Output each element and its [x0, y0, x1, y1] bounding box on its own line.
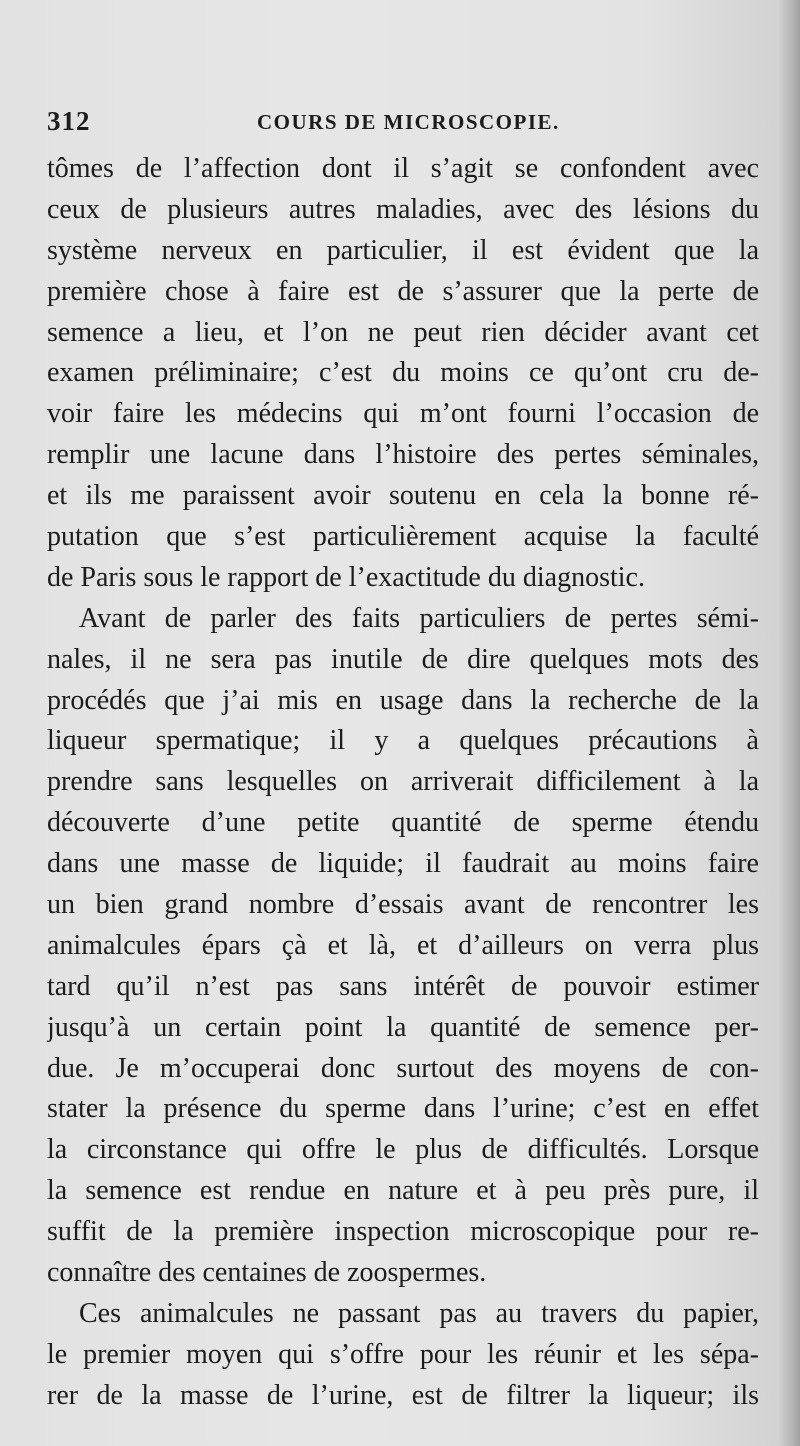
text-line: stater la présence du sperme dans l’urine; c’est en effet [47, 1093, 759, 1125]
page-number: 312 [47, 106, 91, 136]
text-line: un bien grand nombre d’essais avant de rencontrer les [47, 889, 759, 921]
text-line: première chose à faire est de s’assurer que la perte de [47, 275, 759, 307]
body-text [47, 149, 759, 1417]
text-line: putation que s’est particulièrement acquise la faculté [47, 521, 759, 553]
text-line: liqueur spermatique; il y a quelques précautions à [47, 725, 759, 757]
text-line: prendre sans lesquelles on arriverait difficilement à la [47, 766, 759, 798]
text-line: le premier moyen qui s’offre pour les réunir et les sépa- [47, 1338, 759, 1370]
text-line: ceux de plusieurs autres maladies, avec des lésions du [47, 193, 759, 225]
text-line: rer de la masse de l’urine, est de filtrer la liqueur; ils [47, 1379, 759, 1411]
text-line: jusqu’à un certain point la quantité de semence per- [47, 1011, 759, 1043]
text-line: Ces animalcules ne passant pas au travers du papier, [79, 1297, 759, 1329]
text-line: et ils me paraissent avoir soutenu en cela la bonne ré- [47, 480, 759, 512]
text-line: due. Je m’occuperai donc surtout des moyens de con- [47, 1052, 759, 1084]
text-line: remplir une lacune dans l’histoire des pertes séminales, [47, 439, 759, 471]
page-header [47, 106, 754, 146]
text-line: dans une masse de liquide; il faudrait au moins faire [47, 848, 759, 880]
text-line: la circonstance qui offre le plus de difficultés. Lorsque [47, 1134, 759, 1166]
text-line: de Paris sous le rapport de l’exactitude du diagnostic. [47, 561, 645, 593]
text-line: la semence est rendue en nature et à peu près pure, il [47, 1175, 759, 1207]
text-line: animalcules épars çà et là, et d’ailleurs on verra plus [47, 929, 759, 961]
text-line: examen préliminaire; c’est du moins ce qu’ont cru de- [47, 357, 759, 389]
gutter-shadow [778, 0, 800, 1446]
text-line: semence a lieu, et l’on ne peut rien décider avant cet [47, 316, 759, 348]
text-line: connaître des centaines de zoospermes. [47, 1257, 487, 1289]
text-line: Avant de parler des faits particuliers de pertes sémi- [79, 602, 759, 634]
text-line: système nerveux en particulier, il est évident que la [47, 234, 759, 266]
text-line: tard qu’il n’est pas sans intérêt de pouvoir estimer [47, 970, 759, 1002]
text-line: nales, il ne sera pas inutile de dire quelques mots des [47, 643, 759, 675]
running-head: COURS DE MICROSCOPIE. [257, 110, 560, 134]
text-line: suffit de la première inspection microscopique pour re- [47, 1216, 759, 1248]
text-line: tômes de l’affection dont il s’agit se confondent avec [47, 153, 759, 184]
text-line: voir faire les médecins qui m’ont fourni l’occasion de [47, 398, 759, 430]
text-line: procédés que j’ai mis en usage dans la recherche de la [47, 684, 759, 716]
text-line: découverte d’une petite quantité de sperme étendu [47, 807, 759, 839]
